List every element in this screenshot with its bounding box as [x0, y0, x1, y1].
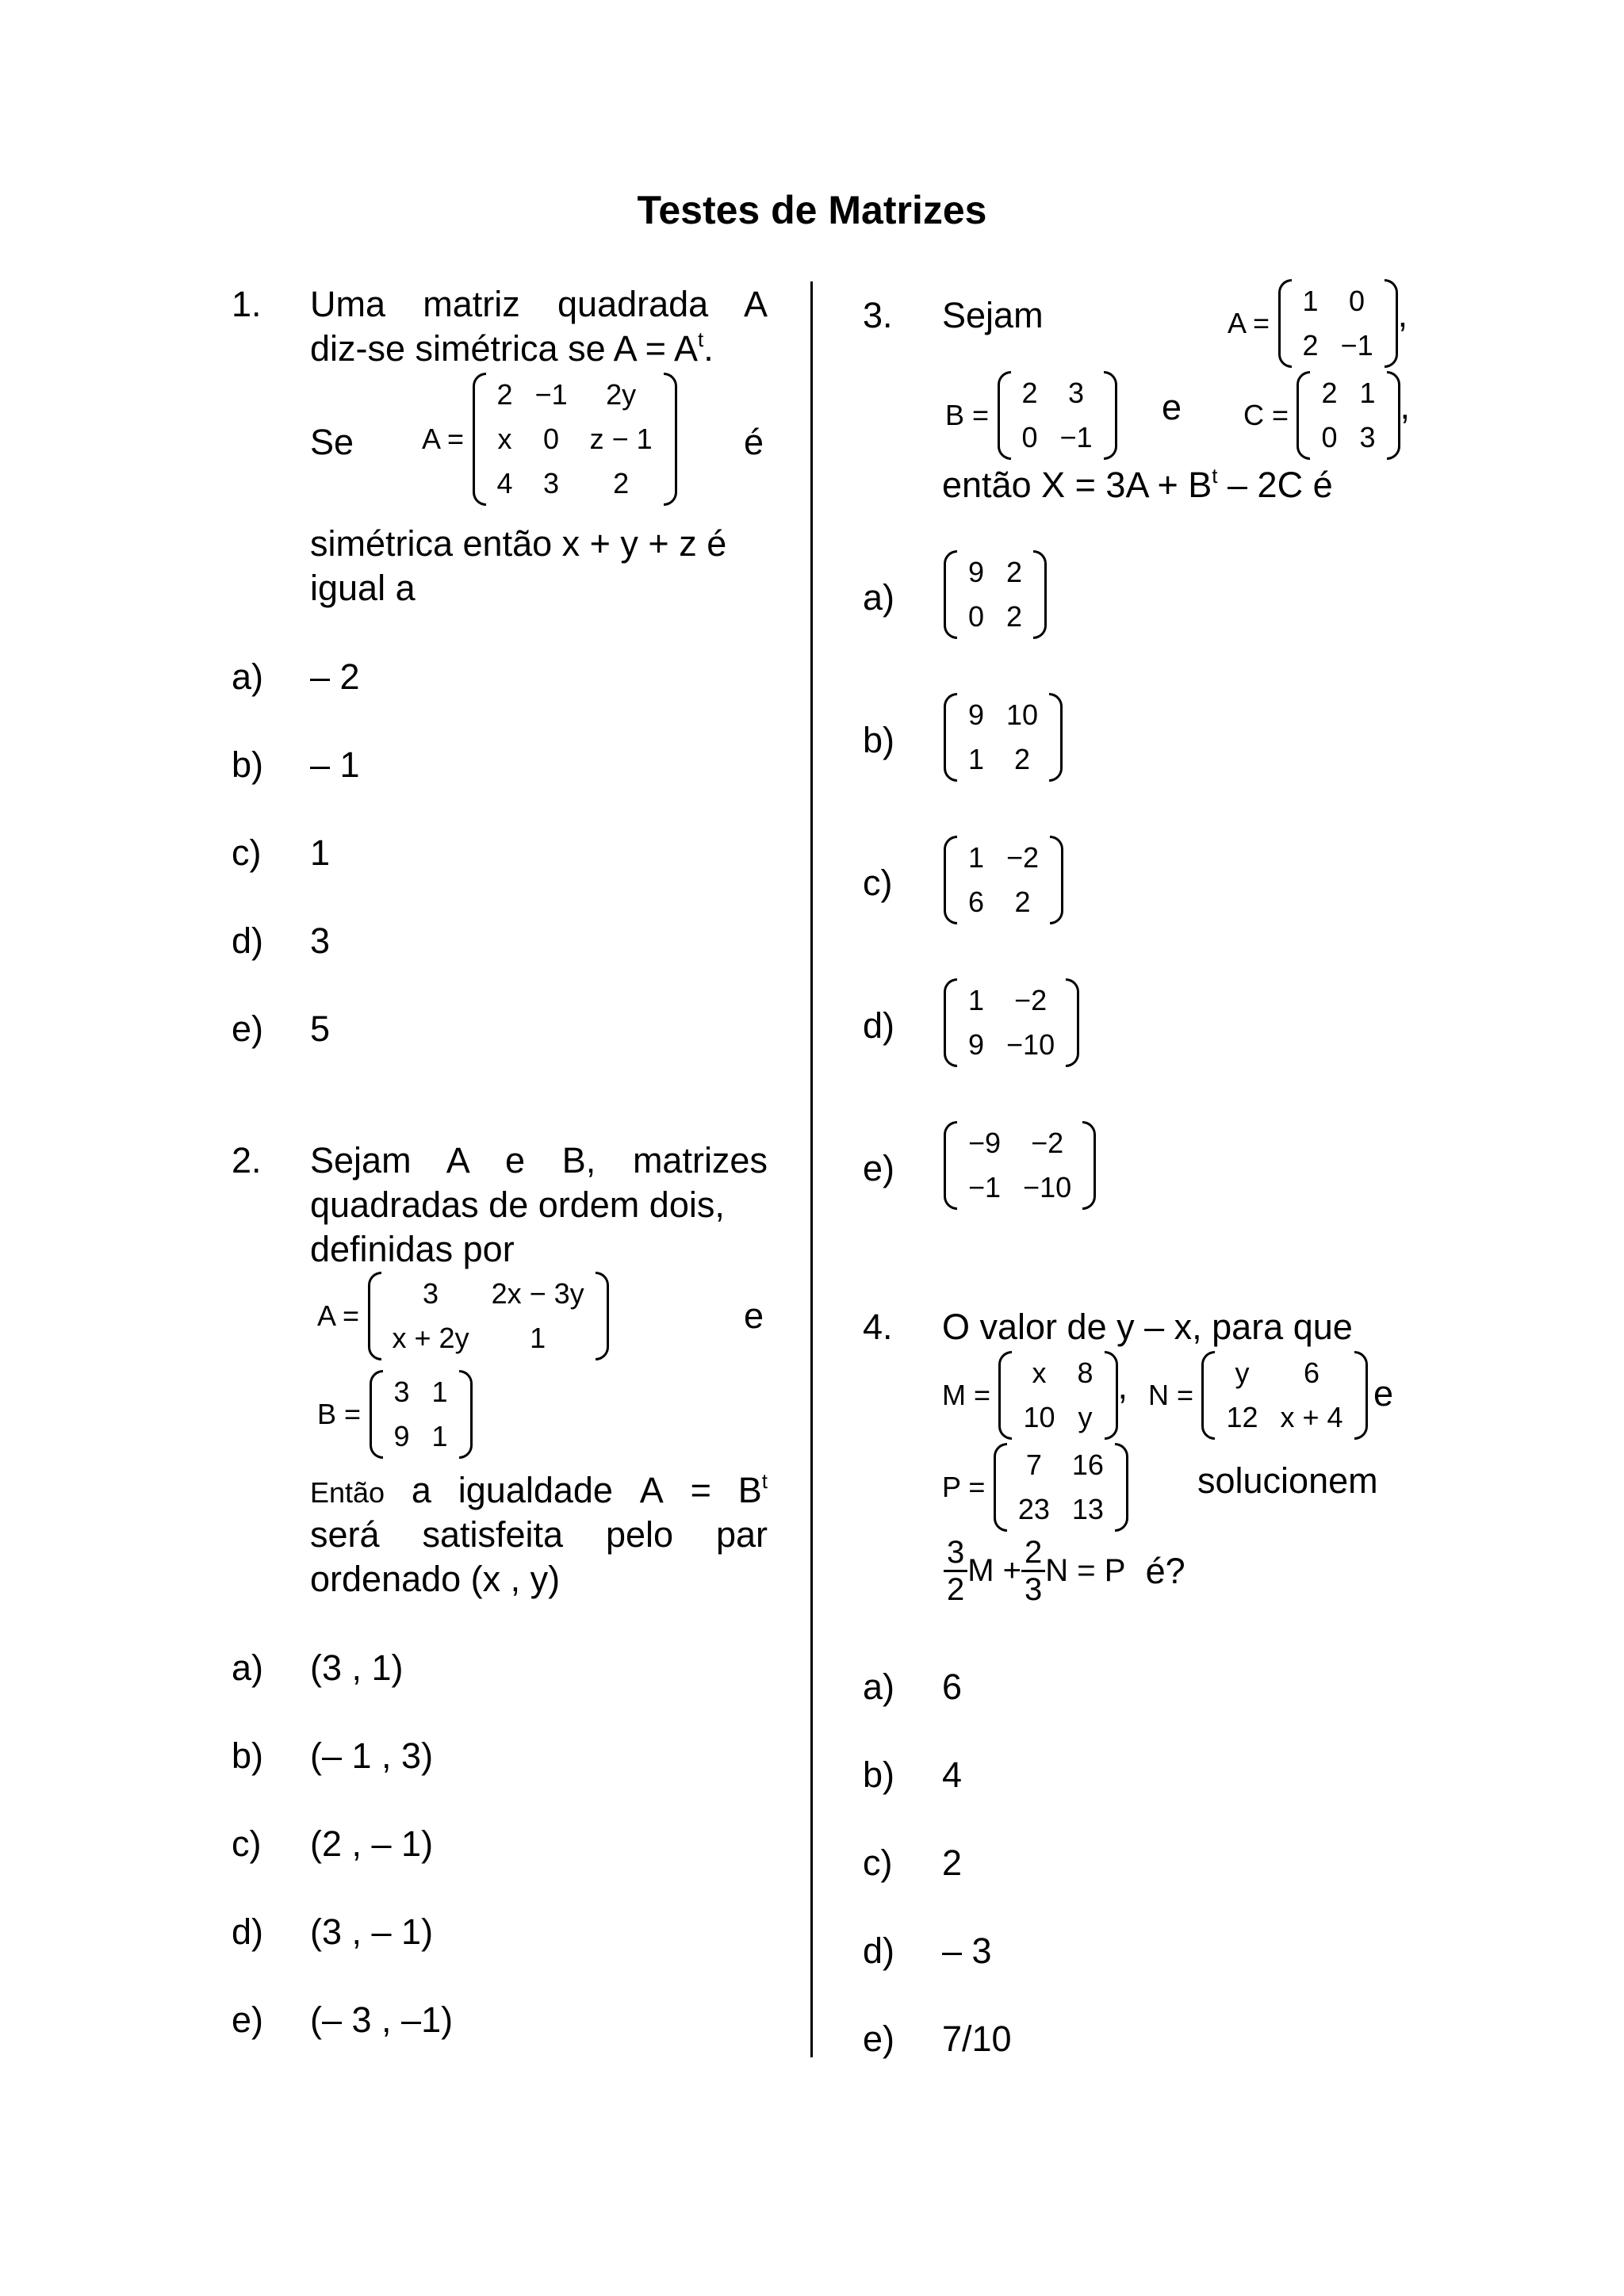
option-letter: b) — [232, 1735, 264, 1776]
question-text-line: será satisfeita pelo par — [310, 1514, 768, 1555]
option-text: 7/10 — [942, 2019, 1012, 2059]
question-text-e: e — [1373, 1373, 1394, 1414]
option-letter: c) — [863, 863, 893, 903]
question-text-line: O valor de y – x, para que — [942, 1307, 1353, 1347]
option-letter: e) — [863, 1148, 895, 1188]
question-text-line: definidas por — [310, 1229, 515, 1269]
matrix-a: A = 2 −1 2y x 0 z − 1 4 3 2 — [422, 373, 677, 506]
question-number: 3. — [863, 295, 893, 335]
matrix-a: A = 1 0 2 −1 , — [1228, 279, 1408, 368]
question-text-sejam: Sejam — [942, 295, 1044, 335]
option-letter: b) — [863, 720, 895, 760]
matrix-m: M = x 8 10 y , — [942, 1351, 1128, 1440]
option-letter: a) — [232, 656, 264, 697]
option-text: 5 — [310, 1008, 331, 1049]
option-letter: b) — [232, 744, 264, 785]
option-letter: a) — [863, 1667, 895, 1707]
equation: $\frac{3}{2}$ M + $\frac{2}{3}$ N = P é? — [944, 1535, 1185, 1607]
question-number: 2. — [232, 1140, 262, 1181]
question-number: 4. — [863, 1307, 893, 1347]
question-text-solucionem: solucionem — [1197, 1460, 1378, 1501]
question-text-e: e — [744, 1295, 764, 1336]
option-letter: e) — [232, 1999, 264, 2040]
option-matrix: 1 −2 9 −10 — [944, 978, 1079, 1067]
option-text: (2 , – 1) — [310, 1823, 434, 1864]
matrix-c: C = 2 1 0 3 , — [1243, 371, 1410, 460]
option-text: – 2 — [310, 656, 360, 697]
question-text-e: é — [744, 422, 764, 462]
option-matrix: −9 −2 −1 −10 — [944, 1121, 1096, 1210]
column-divider — [810, 281, 813, 2057]
matrix-p: P = 7 16 23 13 — [942, 1443, 1128, 1532]
option-text: (3 , – 1) — [310, 1911, 434, 1952]
option-letter: d) — [232, 920, 264, 961]
option-text: (– 3 , –1) — [310, 1999, 454, 2040]
option-text: 6 — [942, 1667, 963, 1707]
question-text-line: quadradas de ordem dois, — [310, 1184, 725, 1225]
option-text: 4 — [942, 1755, 963, 1795]
option-matrix: 1 −2 6 2 — [944, 836, 1063, 924]
question-text-line: Sejam A e B, matrizes — [310, 1140, 768, 1181]
matrix-b: B = 3 1 9 1 — [317, 1370, 473, 1459]
question-text-line: então $X = 3A + B^t - 2C$ é — [942, 464, 1333, 505]
option-letter: b) — [863, 1755, 895, 1795]
option-text: (– 1 , 3) — [310, 1735, 434, 1776]
matrix-a: A = 3 2x − 3y x + 2y 1 — [317, 1272, 609, 1360]
option-text: – 1 — [310, 744, 360, 785]
option-letter: a) — [863, 577, 895, 618]
question-text-line: simétrica então x + y + z é — [310, 523, 727, 564]
option-letter: d) — [863, 1005, 895, 1046]
option-letter: a) — [232, 1647, 264, 1688]
question-text-e: e — [1162, 387, 1182, 427]
question-text-line: Então a igualdade A = $B^t$ — [310, 1469, 768, 1510]
option-letter: e) — [232, 1008, 264, 1049]
option-text: 1 — [310, 832, 331, 873]
option-letter: d) — [232, 1911, 264, 1952]
matrix-n: N = y 6 12 x + 4 — [1148, 1351, 1368, 1440]
question-number: 1. — [232, 284, 262, 324]
matrix-b: B = 2 3 0 −1 — [945, 371, 1117, 460]
option-letter: c) — [232, 1823, 262, 1864]
option-matrix: 9 2 0 2 — [944, 550, 1047, 639]
question-text-line: Uma matriz quadrada A — [310, 284, 768, 324]
option-letter: d) — [863, 1931, 895, 1971]
option-text: 2 — [942, 1843, 963, 1883]
option-matrix: 9 10 1 2 — [944, 693, 1063, 782]
question-text-se: Se — [310, 422, 354, 462]
question-text-line: ordenado (x , y) — [310, 1559, 561, 1599]
question-text-line: diz-se simétrica se $A = A^t$. — [310, 327, 714, 369]
page-title: Testes de Matrizes — [637, 188, 987, 232]
option-text: (3 , 1) — [310, 1647, 404, 1688]
question-text-line: igual a — [310, 568, 416, 608]
option-letter: c) — [863, 1843, 893, 1883]
option-text: 3 — [310, 920, 331, 961]
option-text: – 3 — [942, 1931, 992, 1971]
option-letter: e) — [863, 2019, 895, 2059]
option-letter: c) — [232, 832, 262, 873]
